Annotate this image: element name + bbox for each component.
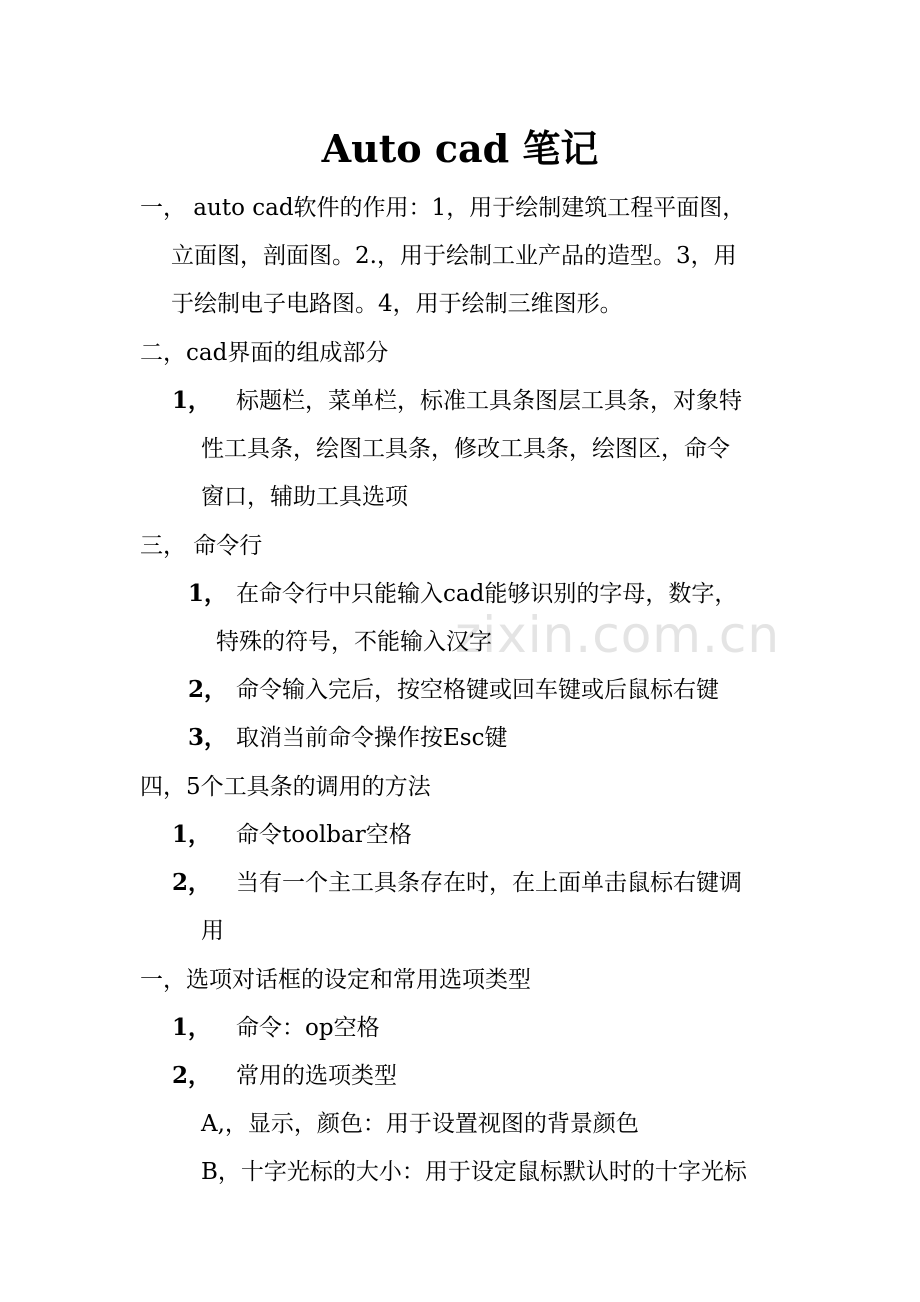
section-1-line-3: 于绘制电子电路图。4，用于绘制三维图形。 (171, 291, 623, 317)
section-1-line-2: 立面图，剖面图。2.，用于绘制工业产品的造型。3，用 (171, 243, 737, 269)
item-number: 2， (172, 869, 212, 896)
section-3-item-3: 取消当前命令操作按Esc键 (236, 725, 508, 751)
section-4-item-1: 命令toolbar空格 (236, 822, 412, 848)
section-2-item-1-line-2: 性工具条，绘图工具条，修改工具条，绘图区，命令 (201, 436, 730, 462)
section-3-item-2-number (188, 674, 227, 706)
section-5-item-1: 命令：op空格 (236, 1015, 380, 1041)
section-4-item-2-line-1: 当有一个主工具条存在时，在上面单击鼠标右键调 (236, 870, 742, 896)
section-3-item-1-number (188, 578, 227, 610)
page-title: Auto cad 笔记 (321, 126, 599, 171)
section-3-item-3-number (188, 722, 227, 754)
section-5-item-1-number (172, 1012, 211, 1044)
section-3-item-2: 命令输入完后，按空格键或回车键或后鼠标右键 (236, 677, 719, 703)
section-5-heading: 一，选项对话框的设定和常用选项类型 (140, 967, 531, 993)
section-4-item-2-line-2: 用 (201, 918, 224, 944)
item-number: 2， (188, 676, 228, 703)
section-4-heading: 四，5个工具条的调用的方法 (140, 774, 431, 800)
item-number: 3， (188, 724, 228, 751)
section-2-item-1-line-3: 窗口，辅助工具选项 (201, 484, 408, 510)
section-2-item-1-line-1: 标题栏，菜单栏，标准工具条图层工具条，对象特 (236, 388, 742, 414)
section-5-item-2-number (172, 1060, 211, 1092)
section-5-sub-b: B，十字光标的大小：用于设定鼠标默认时的十字光标 (201, 1159, 747, 1185)
watermark: zixin.com.cn (455, 606, 781, 664)
section-5-sub-a: A,，显示，颜色：用于设置视图的背景颜色 (201, 1111, 639, 1137)
section-2-item-1-number (172, 385, 211, 417)
item-number: 1， (188, 580, 228, 607)
section-2-heading: 二，cad界面的组成部分 (140, 340, 389, 366)
item-number: 1， (172, 1014, 212, 1041)
item-number: 1， (172, 387, 212, 414)
section-3-item-1-line-1: 在命令行中只能输入cad能够识别的字母，数字， (236, 581, 738, 607)
section-4-item-1-number (172, 819, 211, 851)
section-5-item-2: 常用的选项类型 (236, 1063, 397, 1089)
item-number: 1， (172, 821, 212, 848)
section-3-heading: 三， 命令行 (140, 533, 263, 559)
section-4-item-2-number (172, 867, 211, 899)
item-number: 2， (172, 1062, 212, 1089)
section-3-item-1-line-2: 特殊的符号，不能输入汉字 (216, 629, 492, 655)
section-1-line-1: 一， auto cad软件的作用：1，用于绘制建筑工程平面图， (140, 195, 746, 221)
